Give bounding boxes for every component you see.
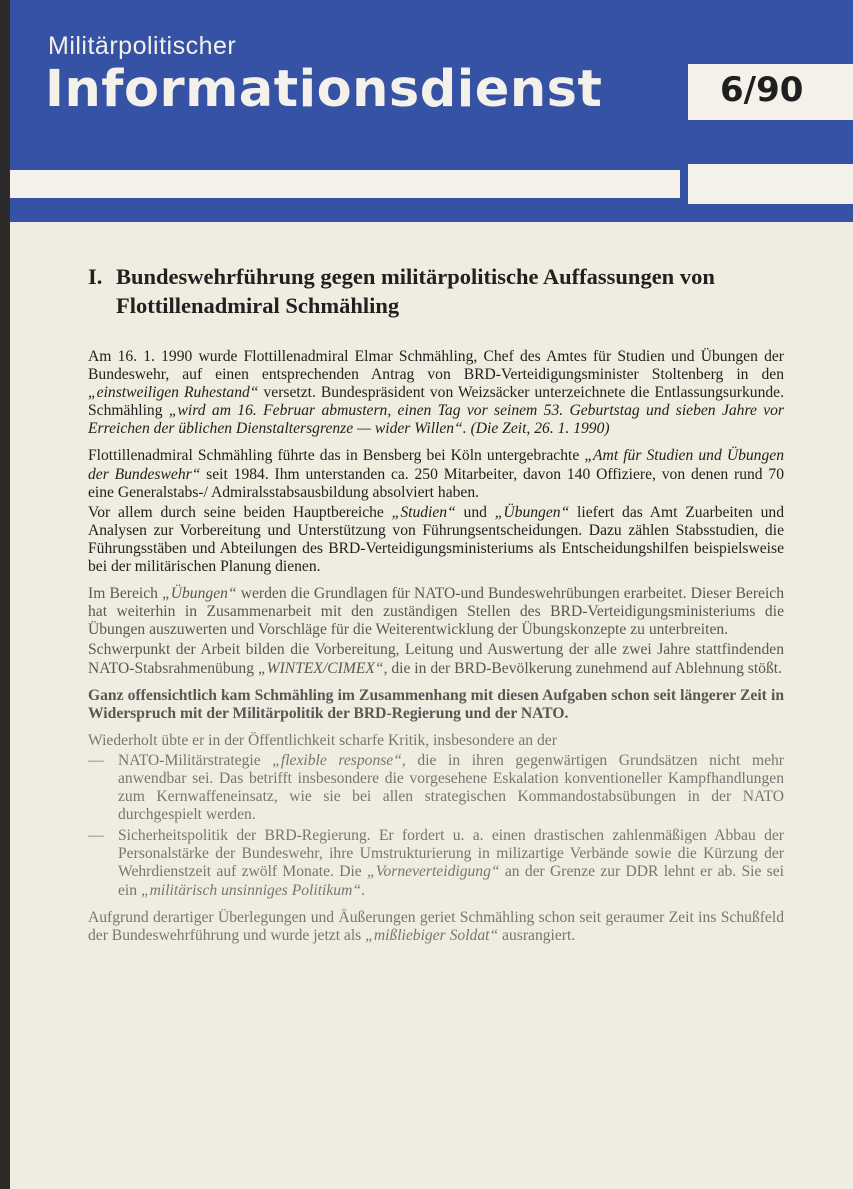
li2-text-a: Sicherheitspolitik der BRD-Regierung. Er fordert u. a. einen drastischen zahlenmäßigen Abbau der Personalstärke der Bundeswehr, ihre Umstrukturierung in milizartige Verbände sowie die Kürzung der Wehrdienstzeit auf zwölf Monate. Die bbox=[118, 827, 784, 881]
heading-number: I. bbox=[88, 264, 103, 289]
li2-quote-politikum: „militärisch unsinniges Politikum“ bbox=[140, 881, 362, 899]
criticism-list bbox=[88, 752, 784, 900]
issue-number: 6/90 bbox=[720, 70, 804, 110]
p3-quote-studien: „Studien“ bbox=[391, 503, 456, 521]
p1-text-c: versetzt. Bundespräsident von Weizsäcker unterzeichnete die Entlassungsurkunde. Schmähling bbox=[88, 384, 784, 420]
li2-quote-vorneverteidigung: „Vorneverteidigung“ bbox=[367, 863, 500, 881]
p1-quote-ruhestand: „einstweiligen Ruhestand“ bbox=[88, 384, 259, 402]
list-item bbox=[88, 752, 784, 824]
masthead-subtitle: Militärpolitischer bbox=[48, 32, 237, 60]
masthead-title: Informationsdienst bbox=[45, 60, 603, 119]
masthead-stripe-left bbox=[10, 170, 680, 198]
paragraph-4 bbox=[88, 585, 784, 639]
p8-quote-soldat: „mißliebiger Soldat“ bbox=[365, 926, 499, 944]
p2-text-c: seit 1984. Ihm unterstanden ca. 250 Mitarbeiter, davon 140 Offiziere, von denen rund 70 eine Generalstabs-/ Admiralsstabsausbildung absolviert haben. bbox=[88, 465, 784, 501]
li2-text-e: . bbox=[361, 881, 365, 899]
paragraph-1 bbox=[88, 348, 784, 438]
p2-text-a: Flottillenadmiral Schmähling führte das in Bensberg bei Köln untergebrachte bbox=[88, 447, 585, 465]
paragraph-2 bbox=[88, 447, 784, 501]
masthead-stripe-right bbox=[688, 164, 853, 204]
p5-quote-wintex: „WINTEX/CIMEX“ bbox=[257, 659, 384, 677]
p4-text-a: Im Bereich bbox=[88, 585, 163, 603]
list-item bbox=[88, 827, 784, 899]
p4-text-c: werden die Grundlagen für NATO-und Bundeswehrübungen erarbeitet. Dieser Bereich hat weiterhin in Zusammenarbeit mit den zuständigen Stellen des BRD-Verteidigungsministeriums die Übungen auszuwerten und Vorschläge für die Weiterentwicklung der Übungskonzepte zu unterbreiten. bbox=[88, 585, 784, 639]
p4-quote-uebungen: „Übungen“ bbox=[162, 585, 237, 603]
list-item-text bbox=[118, 752, 784, 824]
list-dash: — bbox=[88, 751, 104, 769]
p2-quote-amt: „Amt für Studien und Übungen der Bundeswehr“ bbox=[88, 447, 784, 483]
p3-text-c: und bbox=[455, 503, 495, 521]
p1-quote-zeit: „wird am 16. Februar abmustern, einen Tag vor seinem 53. Geburtstag und sieben Jahre vor Erreichen der üblichen Dienstaltersgrenze — wider Willen“. (Die Zeit, 26. 1. 1990) bbox=[88, 402, 785, 438]
article-heading bbox=[88, 262, 784, 320]
li1-text-a: NATO-Militärstrategie bbox=[118, 751, 273, 769]
li1-quote-flexible-response: „flexible response“ bbox=[272, 751, 402, 769]
list-dash: — bbox=[88, 827, 104, 845]
p8-text-a: Aufgrund derartiger Überlegungen und Äußerungen geriet Schmähling schon seit geraumer Zeit ins Schußfeld der Bundeswehrführung und wurde jetzt als bbox=[88, 908, 784, 944]
p8-text-c: ausrangiert. bbox=[498, 926, 576, 944]
paragraph-7: Wiederholt übte er in der Öffentlichkeit scharfe Kritik, insbesondere an der bbox=[88, 731, 557, 749]
p3-text-e: liefert das Amt Zuarbeiten und Analysen zur Vorbereitung und Unterstützung von Führungsentscheidungen. Dazu zählen Stabsstudien, die Führungsstäben und Abteilungen des BRD-Verteidigungsministeriums als Entscheidungshilfen beispielsweise bei der militärischen Planung dienen. bbox=[88, 503, 784, 576]
paragraph-5 bbox=[88, 641, 784, 677]
p5-text-a: Schwerpunkt der Arbeit bilden die Vorbereitung, Leitung und Auswertung der alle zwei Jahre stattfindenden NATO-Stabsrahmenübung bbox=[88, 641, 784, 677]
p3-text-a: Vor allem durch seine beiden Hauptbereiche bbox=[88, 503, 392, 521]
li2-text-c: an der Grenze zur DDR lehnt er ab. Sie sei ein bbox=[118, 863, 785, 899]
p5-text-c: , die in der BRD-Bevölkerung zunehmend auf Ablehnung stößt. bbox=[383, 659, 782, 677]
li1-text-c: , die in ihren gegenwärtigen Grundsätzen nicht mehr anwendbar sei. Das betrifft insbesondere die vorgesehene Eskalation konventioneller Kampfhandlungen zum Kernwaffeneinsatz, wie sie bei allen strategischen Kommandostabsübungen in der NATO durchgespielt werden. bbox=[118, 751, 784, 824]
page-binding-edge bbox=[0, 0, 10, 1189]
p3-quote-uebungen: „Übungen“ bbox=[494, 503, 570, 521]
issue-box bbox=[688, 64, 853, 120]
paragraph-6-bold: Ganz offensichtlich kam Schmähling im Zusammenhang mit diesen Aufgaben schon seit längerer Zeit in Widerspruch mit der Militärpolitik der BRD-Regierung und der NATO. bbox=[88, 686, 784, 722]
article bbox=[88, 262, 784, 954]
p1-text-a: Am 16. 1. 1990 wurde Flottillenadmiral Elmar Schmähling, Chef des Amtes für Studien und Übungen der Bundeswehr, auf einen entsprechenden Antrag von BRD-Verteidigungsminister Stoltenberg in den bbox=[88, 348, 784, 384]
heading-text: Bundeswehrführung gegen militärpolitische Auffassungen von Flottillenadmiral Schmähling bbox=[116, 264, 715, 318]
paragraph-8 bbox=[88, 909, 784, 945]
masthead bbox=[10, 0, 853, 222]
list-item-text bbox=[118, 827, 784, 899]
paragraph-3 bbox=[88, 504, 784, 576]
